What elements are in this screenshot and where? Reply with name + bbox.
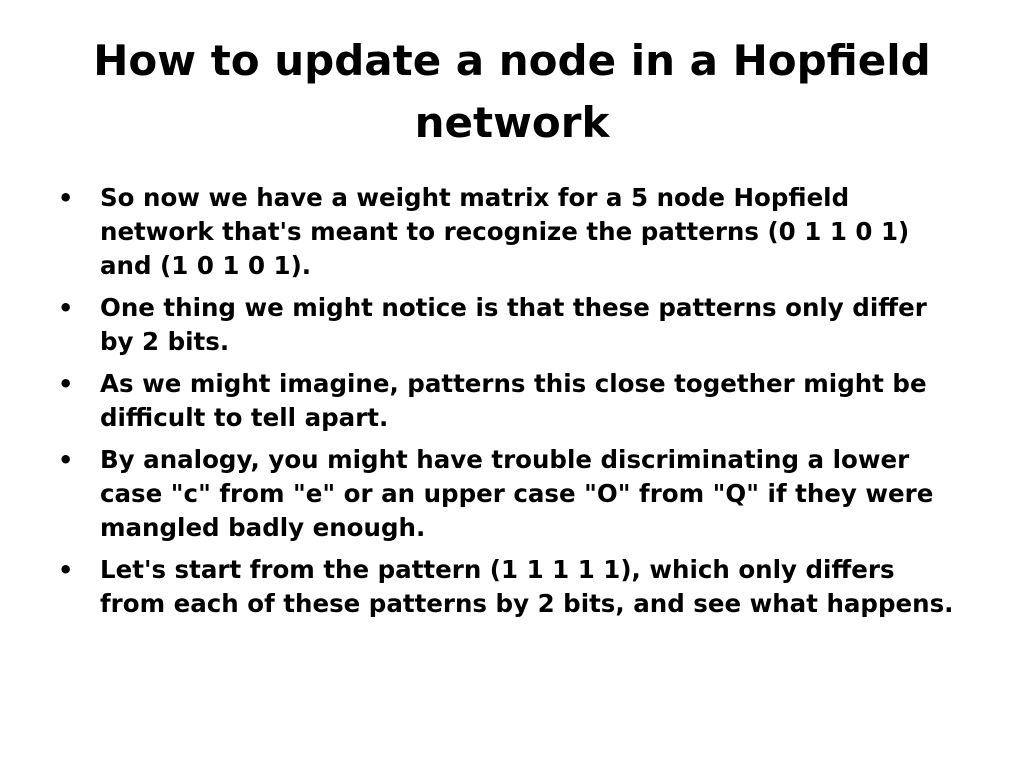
bullet-icon: • xyxy=(58,556,74,584)
bullet-text: So now we have a weight matrix for a 5 node Hopfield network that's meant to recognize the patterns (0 1 1 0 1) and (1 0 1 0 1). xyxy=(100,183,910,280)
bullet-icon: • xyxy=(58,184,74,212)
bullet-text: One thing we might notice is that these patterns only differ by 2 bits. xyxy=(100,293,927,356)
bullet-text: As we might imagine, patterns this close together might be difficult to tell apart. xyxy=(100,369,927,432)
bullet-item xyxy=(58,553,964,621)
bullet-icon: • xyxy=(58,370,74,398)
bullet-list xyxy=(58,181,964,629)
bullet-item xyxy=(58,443,964,545)
bullet-item xyxy=(58,181,964,283)
bullet-icon: • xyxy=(58,446,74,474)
bullet-item xyxy=(58,367,964,435)
bullet-item xyxy=(58,291,964,359)
bullet-icon: • xyxy=(58,294,74,322)
bullet-text: By analogy, you might have trouble discriminating a lower case "c" from "e" or an upper case "O" from "Q" if they were mangled badly enough. xyxy=(100,445,934,542)
slide-title: How to update a node in a Hopfield network xyxy=(93,36,931,147)
bullet-text: Let's start from the pattern (1 1 1 1 1), which only differs from each of these patterns by 2 bits, and see what happens. xyxy=(100,555,954,618)
